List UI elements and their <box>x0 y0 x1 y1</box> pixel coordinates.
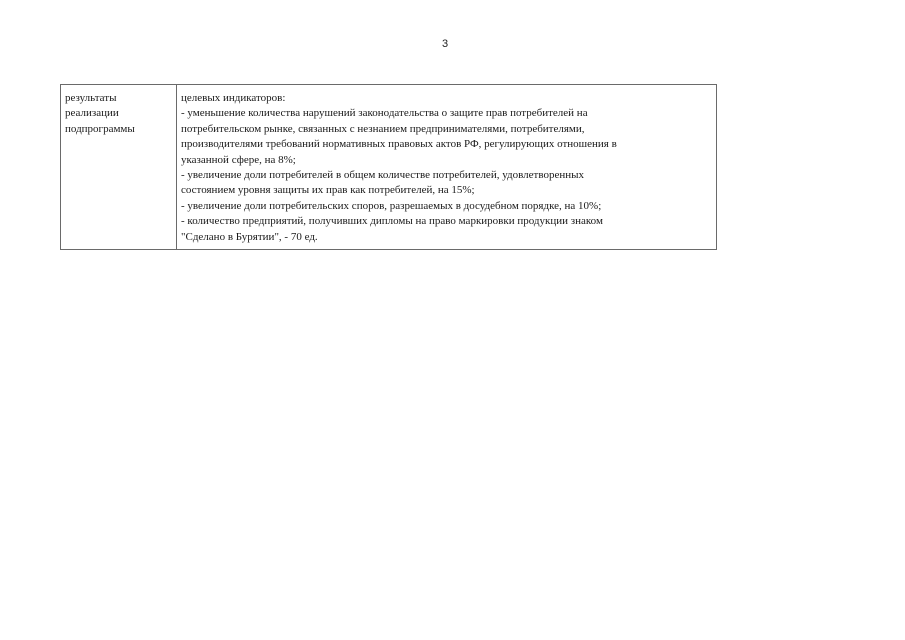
content-line: - уменьшение количества нарушений законодательства о защите прав потребителей на <box>181 107 588 120</box>
row-label-line: реализации <box>65 107 119 120</box>
page-number: 3 <box>441 38 449 50</box>
content-line: - увеличение доли потребителей в общем количестве потребителей, удовлетворенных <box>181 169 584 182</box>
content-line: производителями требований нормативных правовых актов РФ, регулирующих отношения в <box>181 138 617 151</box>
content-line: "Сделано в Бурятии", - 70 ед. <box>181 230 318 243</box>
row-label-line: подпрограммы <box>65 122 135 135</box>
table-row <box>61 85 717 250</box>
content-line: целевых индикаторов: <box>181 92 286 104</box>
subprogram-results-table <box>60 84 717 250</box>
content-line: состоянием уровня защиты их прав как потребителей, на 15%; <box>181 184 475 197</box>
row-content-cell <box>177 85 717 250</box>
row-label-cell <box>61 85 177 250</box>
content-line: - количество предприятий, получивших дипломы на право маркировки продукции знаком <box>181 215 603 228</box>
content-line: - увеличение доли потребительских споров, разрешаемых в досудебном порядке, на 10%; <box>181 199 602 212</box>
row-label-line: результаты <box>65 92 117 104</box>
content-line: указанной сфере, на 8%; <box>181 153 296 166</box>
content-line: потребительском рынке, связанных с незнанием предпринимателями, потребителями, <box>181 122 585 135</box>
